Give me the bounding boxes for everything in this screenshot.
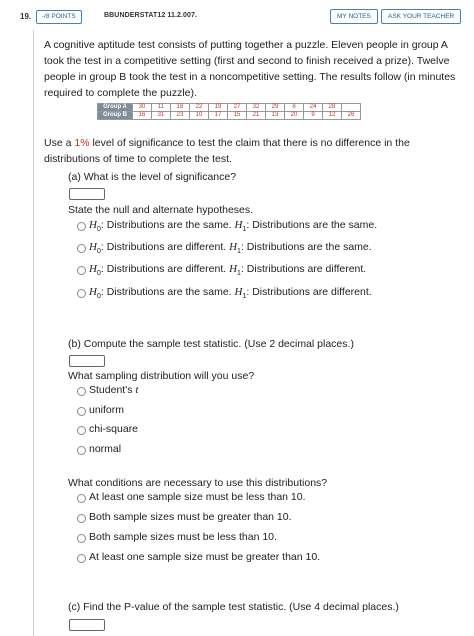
condition-radio-2[interactable]	[77, 514, 86, 523]
test-statistic-answer-input[interactable]	[69, 355, 105, 367]
table-row	[98, 104, 361, 112]
condition-option-4[interactable]: At least one sample size must be greater than 10.	[89, 551, 321, 563]
table-cell: 20	[285, 112, 304, 120]
table-cell: 16	[133, 112, 152, 120]
sampling-option-students-t[interactable]: Student's t	[89, 384, 139, 396]
data-table	[97, 103, 361, 120]
sampling-radio-4[interactable]	[77, 446, 86, 455]
table-cell: 19	[209, 104, 228, 112]
sampling-option-uniform[interactable]: uniform	[89, 404, 125, 416]
points-badge: -/8 POINTS	[36, 10, 82, 24]
table-cell: 30	[133, 104, 152, 112]
significance-statement: Use a 1% level of significance to test the claim that there is no difference in the distributions of time to complete the test.	[44, 137, 410, 165]
table-cell: 12	[323, 112, 342, 120]
table-cell: 18	[171, 104, 190, 112]
hypothesis-option-4[interactable]: $H_0$: Distributions are the same. $H_1$: Distributions are different.	[89, 286, 372, 301]
problem-statement: A cognitive aptitude test consists of putting together a puzzle. Eleven people in group A took the test in a competitive setting (first and second to finish received a prize). Twelve people in group B took the test in a noncompetitive setting. The results follow (in minutes required to complete the puzzle).	[44, 39, 456, 99]
table-cell: 15	[228, 112, 247, 120]
table-cell: 32	[247, 104, 266, 112]
condition-radio-1[interactable]	[77, 494, 86, 503]
hypothesis-radio-4[interactable]	[77, 289, 86, 298]
part-a-question: (a) What is the level of significance?	[68, 171, 237, 183]
question-id: BBUNDERSTAT12 11.2.007.	[104, 12, 198, 19]
table-cell: 11	[152, 104, 171, 112]
question-number: 19.	[20, 12, 32, 21]
table-cell: 29	[266, 104, 285, 112]
sampling-radio-2[interactable]	[77, 407, 86, 416]
table-cell: 28	[323, 104, 342, 112]
group-a-label: Group A	[98, 104, 133, 112]
condition-option-1[interactable]: At least one sample size must be less than 10.	[89, 491, 306, 503]
condition-radio-4[interactable]	[77, 554, 86, 563]
t-variable: t	[135, 384, 139, 396]
table-cell: 13	[266, 112, 285, 120]
table-cell: 22	[190, 104, 209, 112]
table-cell: 8	[285, 104, 304, 112]
p-value-answer-input[interactable]	[69, 619, 105, 631]
table-cell: 21	[247, 112, 266, 120]
table-cell: 23	[171, 112, 190, 120]
table-cell: 26	[342, 112, 361, 120]
part-c-question: (c) Find the P-value of the sample test statistic. (Use 4 decimal places.)	[68, 601, 399, 613]
sampling-radio-3[interactable]	[77, 426, 86, 435]
sampling-option-normal[interactable]: normal	[89, 443, 122, 455]
significance-answer-input[interactable]	[69, 188, 105, 200]
table-cell: 24	[304, 104, 323, 112]
hypothesis-radio-3[interactable]	[77, 266, 86, 275]
hypothesis-option-2[interactable]: $H_0$: Distributions are different. $H_1$: Distributions are the same.	[89, 241, 372, 256]
table-cell: 27	[228, 104, 247, 112]
part-b-question: (b) Compute the sample test statistic. (Use 2 decimal places.)	[68, 338, 354, 350]
condition-option-3[interactable]: Both sample sizes must be less than 10.	[89, 531, 277, 543]
my-notes-button[interactable]: MY NOTES	[330, 9, 378, 24]
condition-option-2[interactable]: Both sample sizes must be greater than 10.	[89, 511, 292, 523]
condition-radio-3[interactable]	[77, 534, 86, 543]
table-cell: 31	[152, 112, 171, 120]
table-cell: 10	[190, 112, 209, 120]
significance-level: 1%	[74, 137, 90, 149]
hypothesis-radio-2[interactable]	[77, 244, 86, 253]
divider	[33, 30, 34, 636]
sampling-radio-1[interactable]	[77, 387, 86, 396]
table-row	[98, 112, 361, 120]
hypothesis-option-3[interactable]: $H_0$: Distributions are different. $H_1$: Distributions are different.	[89, 263, 367, 278]
hypothesis-option-1[interactable]: $H_0$: Distributions are the same. $H_1$: Distributions are the same.	[89, 219, 378, 234]
hypotheses-prompt: State the null and alternate hypotheses.	[68, 204, 254, 216]
table-cell: 17	[209, 112, 228, 120]
hypothesis-radio-1[interactable]	[77, 222, 86, 231]
ask-teacher-button[interactable]: ASK YOUR TEACHER	[381, 9, 461, 24]
conditions-prompt: What conditions are necessary to use this distributions?	[68, 477, 328, 489]
table-cell: 9	[304, 112, 323, 120]
table-cell	[342, 104, 361, 112]
sampling-distribution-prompt: What sampling distribution will you use?	[68, 370, 255, 382]
group-b-label: Group B	[98, 112, 133, 120]
sampling-option-chi-square[interactable]: chi-square	[89, 423, 139, 435]
